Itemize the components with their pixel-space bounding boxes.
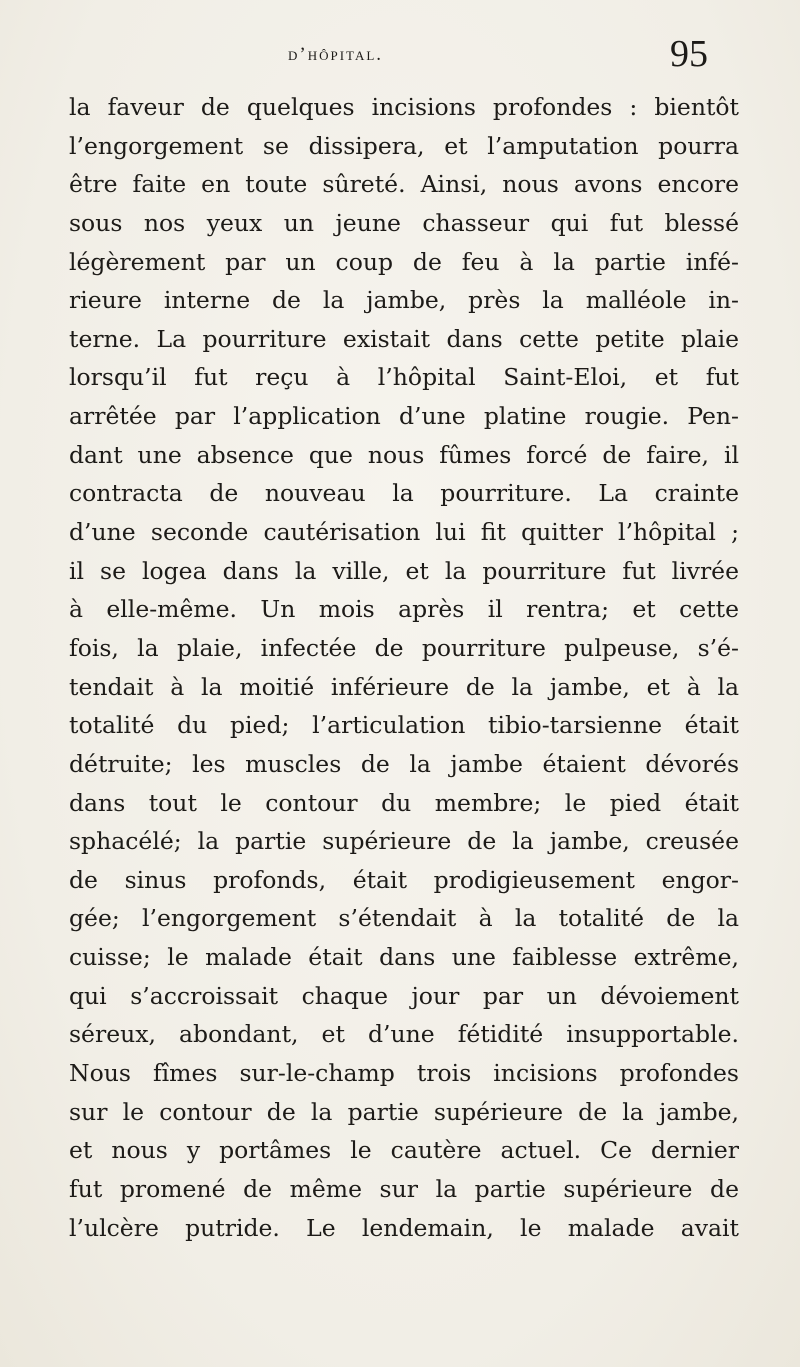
text-line: tendait à la moitié inférieure de la jambe, et à la [69,672,739,701]
text-line: rieure interne de la jambe, près la malléole in- [69,286,739,315]
text-line: et nous y portâmes le cautère actuel. Ce dernier [69,1136,739,1165]
text-line: être faite en toute sûreté. Ainsi, nous avons encore [69,170,739,199]
running-title: d’hôpital. [288,44,384,65]
text-line: totalité du pied; l’articulation tibio-tarsienne était [69,711,739,740]
body-text [69,88,739,1247]
text-line: de sinus profonds, était prodigieusement engor- [69,865,739,894]
text-line: la faveur de quelques incisions profondes : bientôt [69,93,739,121]
text-line: cuisse; le malade était dans une faiblesse extrême, [69,943,739,972]
text-line: arrêtée par l’application d’une platine rougie. Pen- [69,402,739,431]
text-line: sphacélé; la partie supérieure de la jambe, creusée [69,827,739,856]
text-line: l’engorgement se dissipera, et l’amputation pourra [69,131,739,160]
text-line: sur le contour de la partie supérieure de la jambe, [69,1097,739,1126]
text-line: dant une absence que nous fûmes forcé de faire, il [69,440,739,469]
text-line: qui s’accroissait chaque jour par un dévoiement [69,981,739,1010]
text-line: d’une seconde cautérisation lui fit quitter l’hôpital ; [69,518,739,547]
text-line: contracta de nouveau la pourriture. La crainte [69,479,739,508]
text-line: gée; l’engorgement s’étendait à la totalité de la [69,904,739,933]
text-line: terne. La pourriture existait dans cette petite plaie [69,324,739,353]
text-line: séreux, abondant, et d’une fétidité insupportable. [69,1020,739,1049]
text-line: Nous fîmes sur-le-champ trois incisions profondes [69,1059,739,1088]
text-line: dans tout le contour du membre; le pied était [69,788,739,817]
text-line: à elle-même. Un mois après il rentra; et cette [69,595,739,624]
text-line: sous nos yeux un jeune chasseur qui fut blessé [69,208,739,237]
text-line: légèrement par un coup de feu à la partie infé- [69,247,739,276]
text-line: il se logea dans la ville, et la pourriture fut livrée [69,556,739,585]
text-line: lorsqu’il fut reçu à l’hôpital Saint-Eloi, et fut [69,363,739,392]
text-line: l’ulcère putride. Le lendemain, le malade avait [69,1213,739,1242]
text-line: fois, la plaie, infectée de pourriture pulpeuse, s’é- [69,633,739,662]
page-number: 95 [670,33,708,75]
running-head [0,32,800,82]
text-line: fut promené de même sur la partie supérieure de [69,1174,739,1203]
text-line: détruite; les muscles de la jambe étaient dévorés [69,749,739,778]
